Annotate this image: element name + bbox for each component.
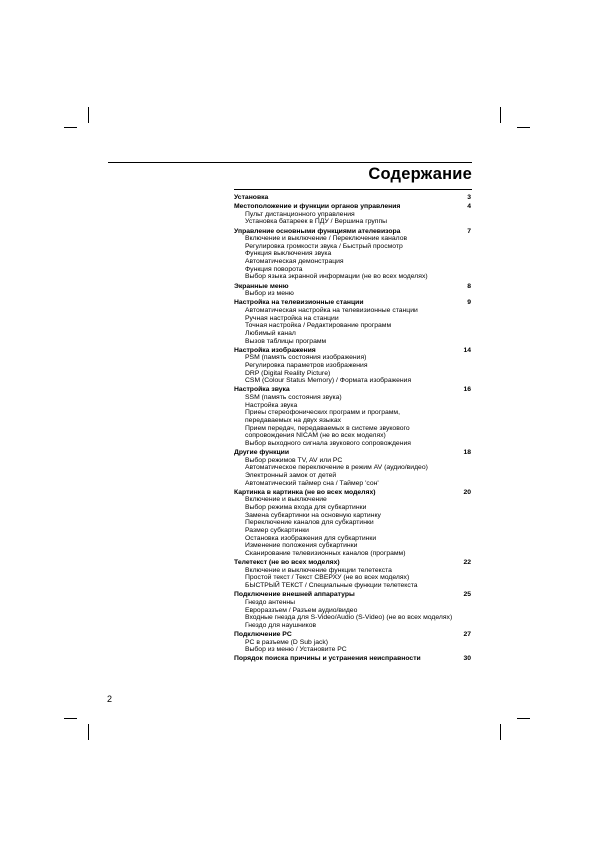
toc-section-heading[interactable]	[234, 591, 471, 599]
toc-section-page: 7	[467, 227, 471, 235]
toc-section	[234, 228, 471, 282]
toc-subitem[interactable]: Включение и выключение	[245, 496, 327, 504]
crop-mark	[500, 724, 501, 740]
toc-section	[234, 299, 471, 345]
toc-section-heading[interactable]	[234, 489, 471, 497]
toc-section-title: Управление основными функциями ателевизора	[234, 227, 401, 235]
toc-subitem[interactable]: Функция выключения звука	[245, 250, 332, 258]
toc-rule	[234, 189, 472, 190]
crop-mark	[517, 718, 530, 719]
toc-subitem[interactable]: Остановка изображения для субкартинки	[245, 534, 377, 542]
toc-subitem[interactable]: Электронный замок от детей	[245, 472, 337, 480]
toc-section-page: 14	[463, 346, 471, 354]
toc-section-page: 9	[467, 299, 471, 307]
toc-subitem[interactable]: PSM (память состояния изображения)	[245, 354, 367, 362]
toc-section-heading[interactable]	[234, 655, 471, 663]
toc-section-heading[interactable]	[234, 449, 471, 457]
crop-mark	[64, 127, 77, 128]
toc-section-title: Установка	[234, 194, 269, 201]
toc-section	[234, 347, 471, 385]
toc-section-title: Подключение PC	[234, 630, 292, 638]
toc-section-title: Телетекст (не во всех моделях)	[234, 559, 340, 567]
toc-subitem[interactable]: Регулировка громкости звука / Быстрый просмотр	[245, 242, 403, 250]
toc-section-page: 3	[467, 194, 471, 201]
toc-section-title: Подключение внешней аппаратуры	[234, 591, 355, 599]
table-of-contents	[234, 194, 471, 663]
toc-subitem[interactable]: Установка батареек в ПДУ / Вершина группы	[245, 218, 388, 226]
toc-subitem[interactable]: Выбор режима входа для субкартинки	[245, 504, 367, 512]
toc-section-page: 8	[467, 282, 471, 290]
toc-subitem[interactable]: Выбор выходного сигнала звукового сопровождения	[245, 439, 411, 447]
toc-subitem[interactable]: Замена субкартинки на основную картинку	[245, 511, 381, 519]
toc-section-heading[interactable]	[234, 299, 471, 307]
toc-section-title: Местоположение и функции органов управления	[234, 203, 401, 211]
toc-section	[234, 655, 471, 663]
toc-section-title: Картинка в картинка (не во всех моделях)	[234, 488, 376, 496]
toc-section-page: 30	[463, 655, 471, 663]
toc-subitem[interactable]: Включение и выключение функции телетекста	[245, 566, 392, 574]
toc-section	[234, 489, 471, 558]
toc-subitem[interactable]: Автоматическая настройка на телевизионные станции	[245, 306, 418, 314]
crop-mark	[64, 718, 77, 719]
toc-subitem[interactable]: Гнездо антенны	[245, 598, 296, 606]
toc-subitem[interactable]: Размер субкартинки	[245, 527, 309, 535]
toc-subitem[interactable]: Вызов таблицы программ	[245, 337, 327, 345]
page-number: 2	[107, 694, 113, 704]
toc-subitem[interactable]: Переключение каналов для субкартинки	[245, 519, 374, 527]
toc-subitem[interactable]: Включение и выключение / Переключение каналов	[245, 235, 408, 243]
toc-subitem[interactable]: SSM (память состояния звука)	[245, 394, 342, 402]
toc-section	[234, 559, 471, 590]
toc-subitem[interactable]: Простой текст / Текст СВЕРХУ (не во всех моделях)	[245, 574, 410, 582]
toc-section-page: 22	[463, 559, 471, 567]
toc-subitem[interactable]: Еврораззъем / Разъем аудио/видео	[245, 606, 358, 614]
toc-section-page: 4	[467, 203, 471, 211]
crop-mark	[517, 127, 530, 128]
toc-subitem[interactable]: Регулировка параметров изображения	[245, 361, 368, 369]
toc-section	[234, 386, 471, 447]
toc-subitem[interactable]: БЫСТРЫЙ ТЕКСТ / Специальные функции телетекста	[245, 582, 418, 590]
crop-mark	[88, 724, 89, 740]
title-rule	[108, 162, 472, 163]
toc-subitem[interactable]: Выбор режимов TV, AV или PC	[245, 456, 343, 464]
toc-section-page: 16	[463, 386, 471, 394]
toc-subitem[interactable]: Функция поворота	[245, 265, 303, 273]
toc-subitem[interactable]: CSM (Colour Status Memory) / Формата изображения	[245, 377, 412, 385]
toc-subitem[interactable]: Автоматическая демонстрация	[245, 258, 344, 266]
toc-section	[234, 591, 471, 629]
toc-section-title: Порядок поиска причины и устранения неисправности	[234, 655, 421, 663]
toc-subitem[interactable]: Прием передач, передаваемых в системе звукового	[245, 424, 410, 432]
toc-section-title: Экранные меню	[234, 282, 289, 290]
toc-section	[234, 194, 471, 202]
toc-section-title: Другие функции	[234, 449, 290, 457]
toc-section	[234, 203, 471, 226]
toc-section	[234, 631, 471, 654]
toc-subitem[interactable]: Входные гнезда для S-Video/Audio (S-Video) (не во всех моделях)	[245, 614, 453, 622]
toc-section	[234, 283, 471, 298]
toc-subitem[interactable]: Выбор языка экранной информации (не во всех моделях)	[245, 273, 428, 281]
crop-mark	[500, 107, 501, 123]
toc-subitem[interactable]: сопровождения NICAM (не во всех моделях)	[245, 432, 386, 440]
toc-subitem[interactable]: Автоматический таймер сна / Таймер 'сон'	[245, 479, 379, 487]
toc-section	[234, 449, 471, 487]
toc-section-heading[interactable]	[234, 386, 471, 394]
crop-mark	[88, 107, 89, 123]
toc-section-title: Настройка звука	[234, 386, 290, 394]
toc-section-title: Настройка на телевизионные станции	[234, 299, 364, 307]
toc-section-page: 20	[463, 488, 471, 496]
toc-section-title: Настройка изображения	[234, 346, 316, 354]
toc-subitem[interactable]: Настройка звука	[245, 401, 298, 409]
toc-section-heading[interactable]	[234, 228, 471, 236]
toc-subitem[interactable]: Любимый канал	[245, 329, 296, 337]
toc-subitem[interactable]: Гнездо для наушников	[245, 621, 317, 629]
toc-subitem[interactable]: Точная настройка / Редактирование программ	[245, 322, 392, 330]
toc-section-page: 18	[463, 449, 471, 457]
toc-subitem[interactable]: Пульт дистанционного управления	[245, 210, 355, 218]
toc-subitem[interactable]: Изменение положения субкартинки	[245, 542, 358, 550]
toc-subitem[interactable]: Сканирование телевизионных каналов (программ)	[245, 550, 406, 558]
toc-section-heading[interactable]	[234, 203, 471, 211]
page-title: Содержание	[368, 165, 472, 183]
toc-section-heading[interactable]	[234, 631, 471, 639]
toc-subitem[interactable]: передаваемых на двух языках	[245, 417, 342, 424]
toc-subitem[interactable]: Ручная настройка на станции	[245, 314, 339, 322]
toc-subitem[interactable]: PC в разъеме (D Sub jack)	[245, 638, 329, 646]
toc-section-heading[interactable]	[234, 194, 471, 202]
toc-subitem[interactable]: Выбор из меню	[245, 290, 294, 298]
toc-subitem[interactable]: DRP (Digital Reality Picture)	[245, 369, 331, 377]
toc-section-heading[interactable]	[234, 559, 471, 567]
toc-subitem[interactable]: Автоматическое переключение в режим AV (аудио/видео)	[245, 464, 428, 472]
toc-subitem[interactable]: Приеы стереофонических программ и программ,	[245, 409, 400, 417]
toc-section-page: 27	[463, 630, 471, 638]
toc-section-page: 25	[463, 591, 471, 599]
toc-subitem[interactable]: Выбор из меню / Установите PC	[245, 646, 347, 654]
